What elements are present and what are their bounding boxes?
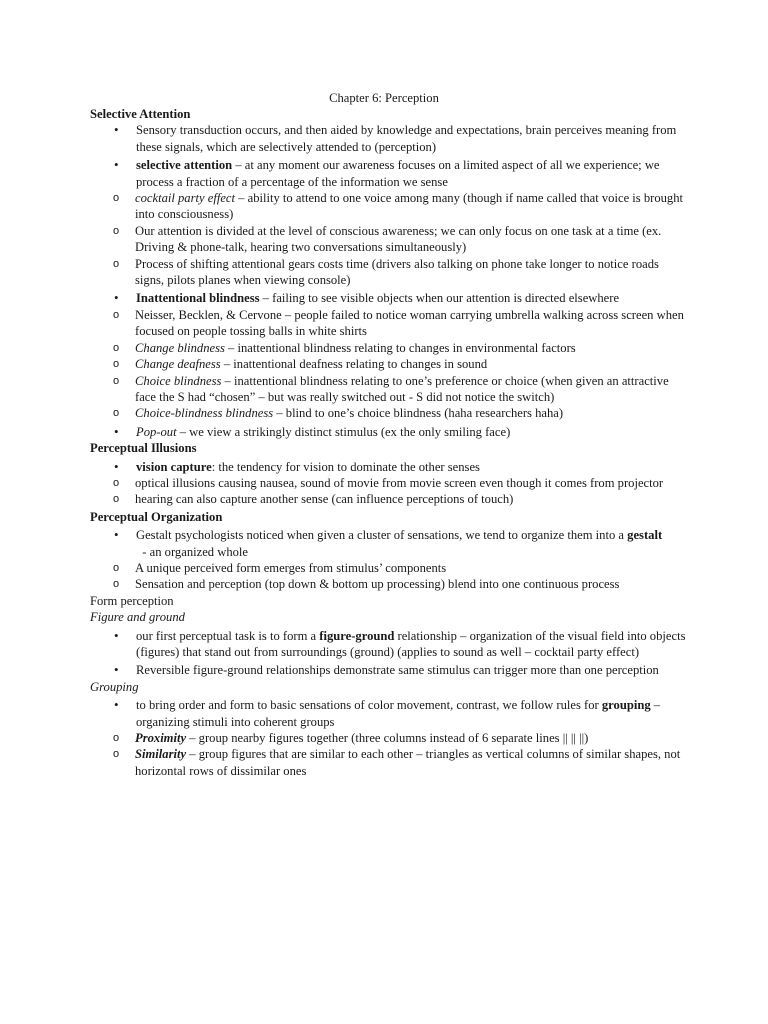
page-title: Chapter 6: Perception [329, 91, 439, 105]
list-item [90, 157, 690, 288]
item-text: – inattentional deafness relating to changes in sound [220, 357, 488, 372]
item-text: optical illusions causing nausea, sound of movie from movie screen even though it comes from projector [135, 475, 664, 490]
item-text: to bring order and form to basic sensations of color movement, contrast, we follow rules for [136, 698, 602, 713]
item-text: Reversible figure-ground relationships demonstrate same stimulus can trigger more than one perception [136, 663, 659, 678]
sub-list [90, 730, 690, 779]
subheading-form-perception: Form perception [90, 593, 174, 608]
term-figure-ground: figure-ground [319, 628, 395, 643]
sub-item [90, 356, 690, 372]
item-text: our first perceptual task is to form a [136, 628, 320, 643]
term-proximity: Proximity [135, 731, 187, 746]
sub-item [90, 576, 690, 592]
sub-item [90, 307, 690, 340]
item-text: Neisser, Becklen, & Cervone – people failed to notice woman carrying umbrella walking across screen when focused on people tossing balls in white shirts [135, 307, 684, 339]
item-text: – at any moment our awareness focuses on a limited aspect of all we experience; we process a fraction of a percentage of the information we sense [136, 158, 660, 189]
sub-item [90, 373, 690, 406]
item-text: Gestalt psychologists noticed when given a cluster of sensations, we tend to organize them into a [136, 528, 628, 543]
list-item [90, 527, 690, 593]
term-inattentional-blindness: Inattentional blindness [136, 291, 260, 306]
item-text: Sensation and perception (top down & bottom up processing) blend into one continuous process [135, 577, 620, 592]
term-similarity: Similarity [135, 747, 187, 762]
item-text: Our attention is divided at the level of conscious awareness; we can only focus on one task at a time (ex. Driving & phone-talk, hearing two conversations simultaneously) [135, 223, 662, 255]
sub-item [90, 256, 690, 289]
item-text: relationship – organization of the visual field into objects (figures) that stand out from surroundings (ground) (applies to sound as well – cocktail party effect) [136, 628, 686, 659]
term-selective-attention: selective attention [136, 158, 233, 173]
subheading-grouping: Grouping [90, 679, 139, 694]
item-text: A unique perceived form emerges from stimulus’ components [135, 560, 447, 575]
term-change-deafness: Change deafness [135, 357, 221, 372]
bullet-list [90, 459, 690, 508]
item-text: – organizing stimuli into coherent groups [136, 698, 661, 729]
item-text: – inattentional blindness relating to changes in environmental factors [224, 340, 576, 355]
sub-list [90, 190, 690, 288]
list-item [90, 628, 690, 661]
section-heading-perceptual-organization: Perceptual Organization [90, 509, 223, 524]
item-text: – group figures that are similar to each other – triangles as vertical columns of similar shapes, not horizontal rows of dissimilar ones [135, 747, 681, 778]
notes-body [90, 106, 690, 779]
term-change-blindness: Change blindness [135, 340, 225, 355]
list-item [90, 122, 690, 155]
bullet-list [90, 628, 690, 679]
item-text: – ability to attend to one voice among many (though if name called that voice is brought into consciousness) [135, 191, 684, 222]
sub-item [90, 190, 690, 223]
sub-item [90, 746, 690, 779]
item-text: : the tendency for vision to dominate the other senses [211, 459, 480, 474]
item-text: – we view a strikingly distinct stimulus (ex the only smiling face) [176, 424, 511, 439]
bullet-list [90, 697, 690, 779]
term-grouping: grouping [601, 698, 651, 713]
sub-list [90, 307, 690, 422]
list-item [90, 459, 690, 508]
sub-item [90, 405, 690, 421]
bullet-list [90, 527, 690, 593]
sub-item [90, 730, 690, 746]
item-text: - an organized whole [136, 544, 249, 559]
item-text: hearing can also capture another sense (can influence perceptions of touch) [135, 492, 514, 507]
list-item [90, 290, 690, 421]
item-text: – failing to see visible objects when our attention is directed elsewhere [259, 291, 620, 306]
sub-item [90, 340, 690, 356]
item-text: Process of shifting attentional gears costs time (drivers also talking on phone take longer to notice roads signs, pilots planes when viewing console) [135, 256, 659, 288]
sub-item [90, 475, 690, 491]
sub-item [90, 560, 690, 576]
list-item [90, 697, 690, 779]
section-heading-perceptual-illusions: Perceptual Illusions [90, 441, 197, 456]
section-heading-selective-attention: Selective Attention [90, 107, 191, 121]
sub-list [90, 560, 690, 593]
list-item [90, 424, 690, 440]
term-choice-blindness: Choice blindness [135, 373, 222, 388]
item-text: – inattentional blindness relating to one’s preference or choice (when given an attractive face the S had “chosen” – but was really switched out - S did not notice the switch) [135, 373, 669, 404]
sub-item [90, 223, 690, 256]
term-choice-blindness-blindness: Choice-blindness blindness [135, 406, 274, 421]
term-vision-capture: vision capture [136, 459, 212, 474]
bullet-list [90, 122, 690, 440]
term-gestalt: gestalt [627, 528, 663, 543]
term-cocktail-party-effect: cocktail party effect [135, 191, 236, 206]
term-pop-out: Pop-out [136, 424, 177, 439]
item-text: – blind to one’s choice blindness (haha researchers haha) [273, 406, 564, 421]
list-item [90, 662, 690, 678]
item-text: Sensory transduction occurs, and then aided by knowledge and expectations, brain perceives meaning from these signals, which are selectively attended to (perception) [136, 123, 677, 154]
sub-list [90, 475, 690, 508]
subheading-figure-and-ground: Figure and ground [90, 610, 185, 625]
item-text: – group nearby figures together (three columns instead of 6 separate lines || || ||) [186, 731, 589, 746]
sub-item [90, 491, 690, 507]
